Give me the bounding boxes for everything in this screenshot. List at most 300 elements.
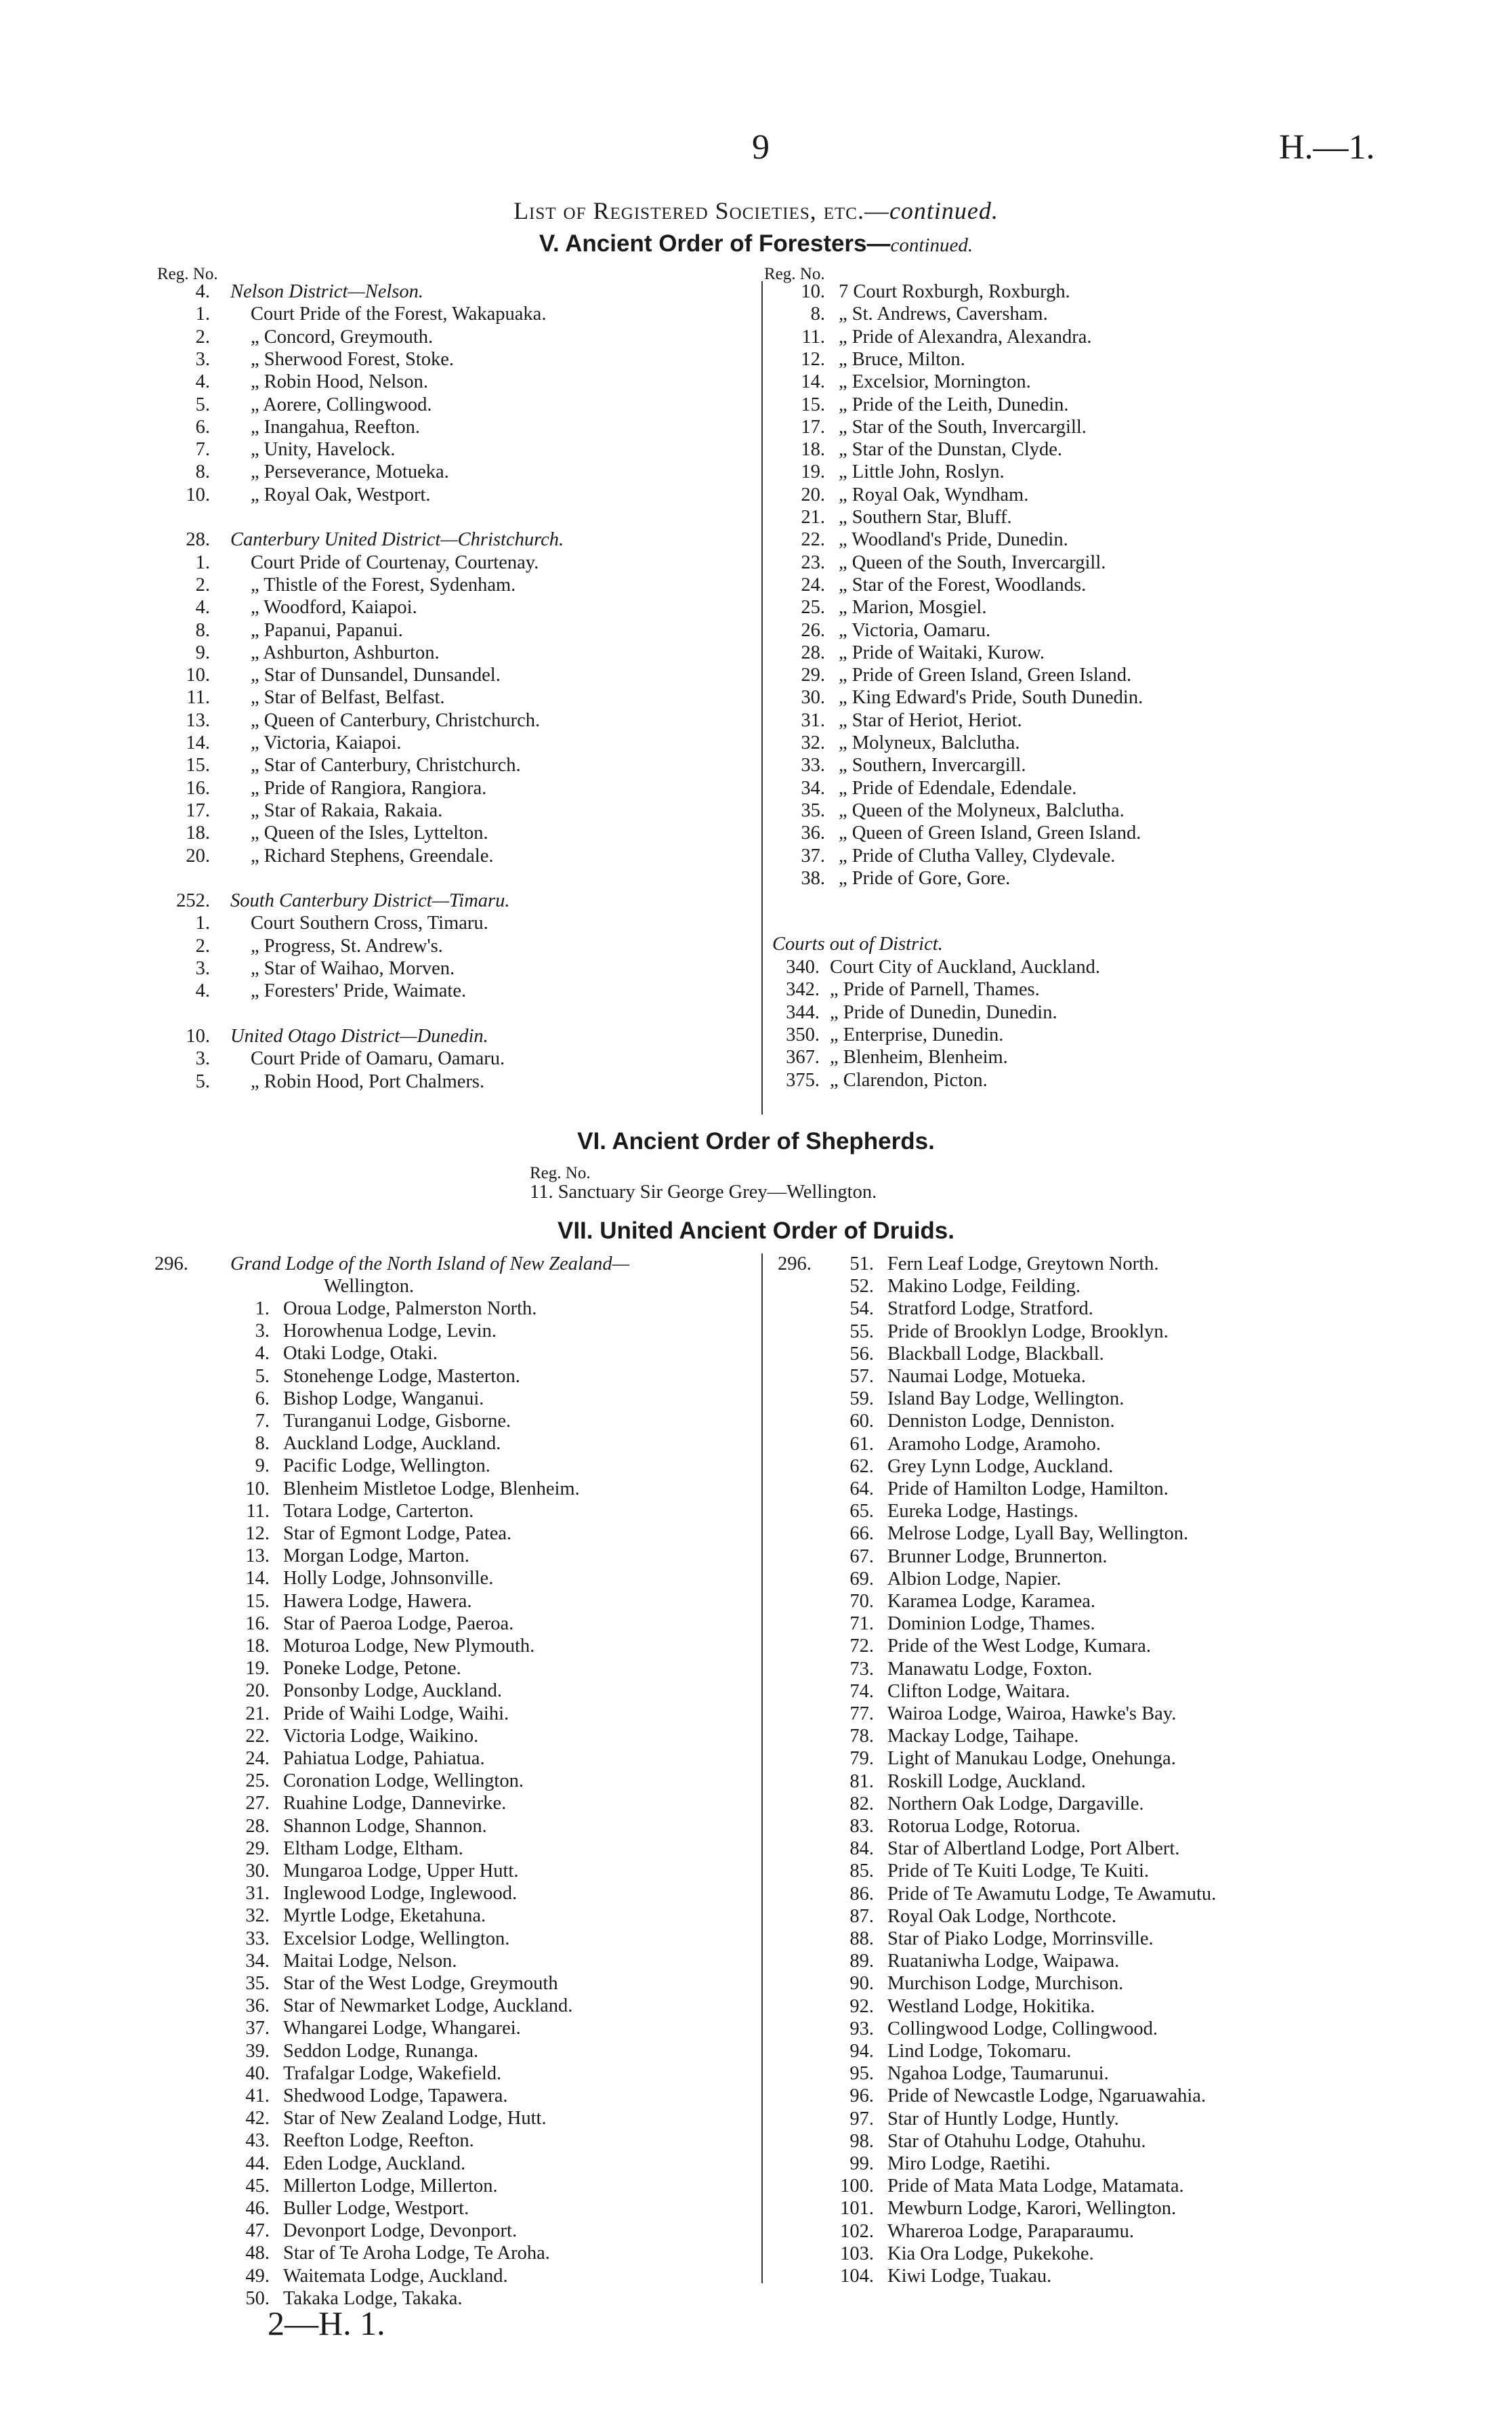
entry-number: 9. <box>195 642 210 663</box>
entry-number: 34. <box>801 777 825 799</box>
entry-number: 30. <box>801 687 825 709</box>
entry-number: 10. <box>245 1478 270 1499</box>
entry-text: „ Pride of Waitaki, Kurow. <box>839 642 1045 663</box>
entry-text: „ Progress, St. Andrew's. <box>251 935 443 957</box>
entry-number: 103. <box>840 2243 874 2264</box>
entry-text: Morgan Lodge, Marton. <box>283 1545 469 1567</box>
entry-number: 50. <box>245 2287 270 2309</box>
reg-no-label-left: Reg. No. <box>157 265 218 283</box>
entry-number: 32. <box>801 732 825 753</box>
entry-number: 16. <box>245 1613 270 1634</box>
entry-text: Moturoa Lodge, New Plymouth. <box>283 1636 535 1657</box>
entry-text: Blackball Lodge, Blackball. <box>887 1343 1104 1365</box>
entry-text: „ Pride of Green Island, Green Island. <box>839 665 1132 686</box>
entry-number: 40. <box>245 2062 270 2084</box>
entry-text: Light of Manukau Lodge, Onehunga. <box>887 1748 1176 1770</box>
entry-text: Oroua Lodge, Palmerston North. <box>283 1298 537 1319</box>
entry-text: „ Papanui, Papanui. <box>251 619 403 641</box>
entry-text: 7 Court Roxburgh, Roxburgh. <box>839 281 1070 302</box>
entry-number: 47. <box>245 2220 270 2242</box>
entry-number: 21. <box>245 1703 270 1724</box>
entry-text: Star of New Zealand Lodge, Hutt. <box>283 2108 547 2129</box>
section-vi-heading <box>0 1128 1512 1155</box>
entry-text: „ Foresters' Pride, Waimate. <box>251 980 467 1002</box>
entry-number: 98. <box>849 2130 874 2152</box>
entry-number: 28. <box>801 642 825 663</box>
entry-number: 23. <box>801 552 825 573</box>
entry-number: 11. <box>246 1500 270 1522</box>
entry-number: 55. <box>849 1321 874 1342</box>
entry-number: 97. <box>849 2108 874 2129</box>
entry-text: „ Star of Heriot, Heriot. <box>839 709 1022 731</box>
entry-text: Ruahine Lodge, Dannevirke. <box>283 1793 507 1814</box>
entry-text: Pride of Te Kuiti Lodge, Te Kuiti. <box>887 1860 1149 1882</box>
entry-number: 15. <box>801 394 825 415</box>
entry-text: Victoria Lodge, Waikino. <box>283 1725 479 1747</box>
reg-no-label-right: Reg. No. <box>764 265 825 283</box>
entry-text: „ Woodland's Pride, Dunedin. <box>839 529 1068 551</box>
entry-text: „ Star of Belfast, Belfast. <box>251 687 445 709</box>
entry-number: 8. <box>810 304 825 325</box>
entry-number: 10. <box>186 1025 210 1047</box>
entry-text: Wairoa Lodge, Wairoa, Hawke's Bay. <box>887 1703 1177 1724</box>
entry-text: „ Pride of Rangiora, Rangiora. <box>251 777 487 799</box>
entry-text: Hawera Lodge, Hawera. <box>283 1590 472 1612</box>
entry-text: Melrose Lodge, Lyall Bay, Wellington. <box>887 1523 1189 1545</box>
entry-number: 73. <box>849 1658 874 1680</box>
section-vii-title: United Ancient Order of Druids. <box>600 1218 954 1244</box>
entry-text: „ Unity, Havelock. <box>251 439 396 461</box>
entry-number: 14. <box>801 371 825 393</box>
entry-text: „ Woodford, Kaiapoi. <box>251 597 417 619</box>
entry-number: 1. <box>195 552 210 573</box>
entry-text: „ Concord, Greymouth. <box>251 326 434 348</box>
entry-text: Mungaroa Lodge, Upper Hutt. <box>283 1860 519 1881</box>
entry-number: 15. <box>245 1590 270 1612</box>
entry-number: 7. <box>255 1411 270 1432</box>
entry-text: „ Queen of the Molyneux, Balclutha. <box>839 799 1125 821</box>
entry-number: 94. <box>849 2041 874 2062</box>
entry-text: „ Pride of Gore, Gore. <box>839 867 1011 889</box>
entry-text: Pacific Lodge, Wellington. <box>283 1455 490 1477</box>
entry-number: 82. <box>849 1793 874 1814</box>
entry-number: 21. <box>801 507 825 528</box>
entry-number: 2. <box>195 574 210 596</box>
entry-text: „ Bruce, Milton. <box>839 348 965 370</box>
entry-number: 10. <box>186 484 210 505</box>
entry-number: 90. <box>849 1973 874 1995</box>
entry-number: 85. <box>849 1860 874 1882</box>
entry-number: 51. <box>849 1253 874 1274</box>
entry-number: 25. <box>245 1770 270 1792</box>
entry-number: 350. <box>786 1024 820 1045</box>
entry-number: 19. <box>245 1658 270 1680</box>
entry-text: Dominion Lodge, Thames. <box>887 1613 1095 1635</box>
entry-text: Myrtle Lodge, Eketahuna. <box>283 1905 486 1927</box>
entry-text: Ruataniwha Lodge, Waipawa. <box>887 1951 1120 1972</box>
entry-number: 92. <box>849 1995 874 2017</box>
entry-number: 20. <box>186 845 210 867</box>
entry-number: 342. <box>786 979 820 1001</box>
courts-out-title: Courts out of District. <box>772 934 943 955</box>
column-divider <box>761 281 763 1115</box>
list-title-main: List of Registered Societies, etc.— <box>513 197 889 224</box>
entry-number: 54. <box>849 1298 874 1320</box>
entry-number: 96. <box>849 2085 874 2107</box>
entry-text: Trafalgar Lodge, Wakefield. <box>283 2062 502 2084</box>
entry-number: 45. <box>245 2175 270 2197</box>
entry-number: 22. <box>245 1725 270 1747</box>
entry-number: 42. <box>245 2108 270 2129</box>
entry-number: 4. <box>195 980 210 1002</box>
page-number: 9 <box>752 128 770 167</box>
entry-number: 37. <box>801 845 825 867</box>
entry-number: 43. <box>245 2130 270 2152</box>
entry-text: „ Inangahua, Reefton. <box>251 416 421 438</box>
entry-text: „ Sherwood Forest, Stoke. <box>251 348 455 370</box>
entry-text: Fern Leaf Lodge, Greytown North. <box>887 1253 1159 1274</box>
entry-number: 340. <box>786 957 820 978</box>
entry-text: Ngahoa Lodge, Taumarunui. <box>887 2063 1109 2085</box>
entry-number: 10. <box>186 665 210 686</box>
entry-number: 36. <box>245 1995 270 2017</box>
district-location: —Christchurch. <box>440 529 564 551</box>
shepherds-entry-text: Sanctuary Sir George Grey—Wellington. <box>558 1182 877 1203</box>
entry-number: 57. <box>849 1366 874 1387</box>
entry-text: Court Southern Cross, Timaru. <box>251 913 488 934</box>
entry-number: 252. <box>176 890 210 912</box>
entry-number: 27. <box>245 1793 270 1814</box>
entry-text: Manawatu Lodge, Foxton. <box>887 1658 1093 1680</box>
entry-text: Grey Lynn Lodge, Auckland. <box>887 1455 1114 1477</box>
entry-text: Island Bay Lodge, Wellington. <box>887 1388 1125 1410</box>
entry-number: 33. <box>245 1928 270 1949</box>
entry-text: „ Robin Hood, Port Chalmers. <box>251 1070 485 1092</box>
entry-number: 74. <box>849 1680 874 1702</box>
entry-number: 83. <box>849 1816 874 1837</box>
entry-text: Eltham Lodge, Eltham. <box>283 1837 463 1859</box>
entry-text: „ Ashburton, Ashburton. <box>251 642 440 663</box>
entry-number: 64. <box>849 1478 874 1499</box>
entry-text: „ Star of the Dunstan, Clyde. <box>839 439 1063 461</box>
entry-number: 60. <box>849 1411 874 1432</box>
entry-text: Collingwood Lodge, Collingwood. <box>887 2018 1158 2039</box>
entry-number: 104. <box>840 2266 874 2287</box>
entry-text: Mewburn Lodge, Karori, Wellington. <box>887 2198 1177 2220</box>
entry-number: 67. <box>849 1545 874 1567</box>
entry-text: Buller Lodge, Westport. <box>283 2198 469 2219</box>
entry-number: 79. <box>849 1748 874 1770</box>
entry-number: 3. <box>255 1321 270 1342</box>
druids-column-divider <box>761 1253 763 2283</box>
entry-number: 31. <box>245 1883 270 1905</box>
entry-text: „ Little John, Roslyn. <box>839 461 1005 483</box>
entry-text: Shedwood Lodge, Tapawera. <box>283 2085 508 2106</box>
entry-text: Makino Lodge, Feilding. <box>887 1276 1080 1297</box>
entry-text: „ Royal Oak, Westport. <box>251 484 431 505</box>
entry-number: 37. <box>245 2018 270 2039</box>
entry-text: Seddon Lodge, Runanga. <box>283 2040 479 2062</box>
druids-right-reg-number: 296. <box>778 1253 812 1274</box>
entry-text: „ Queen of Green Island, Green Island. <box>839 823 1141 844</box>
section-v-heading <box>0 230 1512 257</box>
entry-number: 46. <box>245 2198 270 2219</box>
entry-number: 8. <box>195 461 210 483</box>
entry-number: 2. <box>195 935 210 957</box>
entry-text: Maitai Lodge, Nelson. <box>283 1950 457 1972</box>
entry-number: 11. <box>186 687 210 709</box>
entry-number: 87. <box>849 1905 874 1927</box>
entry-number: 35. <box>245 1973 270 1994</box>
shepherds-entry <box>530 1182 877 1203</box>
entry-number: 14. <box>245 1568 270 1589</box>
entry-number: 65. <box>849 1501 874 1522</box>
entry-number: 17. <box>801 416 825 438</box>
entry-number: 93. <box>849 2018 874 2039</box>
entry-text: Inglewood Lodge, Inglewood. <box>283 1883 518 1905</box>
signature-mark: 2—H. 1. <box>268 2304 385 2342</box>
entry-text: „ Aorere, Collingwood. <box>251 394 432 415</box>
entry-text: Roskill Lodge, Auckland. <box>887 1770 1086 1792</box>
entry-number: 44. <box>245 2153 270 2174</box>
entry-number: 2. <box>195 326 210 348</box>
entry-number: 78. <box>849 1726 874 1747</box>
shepherds-entry-number: 11. <box>530 1182 553 1203</box>
entry-number: 4. <box>195 597 210 619</box>
entry-text: Holly Lodge, Johnsonville. <box>283 1568 494 1589</box>
entry-text: Devonport Lodge, Devonport. <box>283 2220 518 2242</box>
entry-text: Pride of the West Lodge, Kumara. <box>887 1636 1151 1657</box>
entry-text: „ Enterprise, Dunedin. <box>830 1024 1004 1045</box>
entry-text: „ Star of Waihao, Morven. <box>251 958 455 979</box>
entry-number: 84. <box>849 1838 874 1860</box>
entry-number: 18. <box>186 823 210 844</box>
entry-text: Mackay Lodge, Taihape. <box>887 1726 1079 1747</box>
entry-number: 12. <box>801 348 825 370</box>
district-name: South Canterbury District—Timaru. <box>230 890 510 912</box>
entry-number: 28. <box>186 529 210 551</box>
entry-number: 52. <box>849 1276 874 1297</box>
entry-text: Bishop Lodge, Wanganui. <box>283 1388 484 1409</box>
entry-number: 18. <box>245 1636 270 1657</box>
entry-text: Albion Lodge, Napier. <box>887 1568 1062 1589</box>
entry-number: 49. <box>245 2265 270 2287</box>
entry-text: „ Southern, Invercargill. <box>839 755 1026 776</box>
entry-number: 5. <box>255 1365 270 1387</box>
entry-text: Court Pride of the Forest, Wakapuaka. <box>251 304 547 325</box>
entry-text: Whangarei Lodge, Whangarei. <box>283 2018 521 2039</box>
entry-text: Pride of Mata Mata Lodge, Matamata. <box>887 2176 1184 2197</box>
entry-text: „ Richard Stephens, Greendale. <box>251 845 494 867</box>
entry-number: 25. <box>801 597 825 619</box>
entry-number: 4. <box>195 281 210 302</box>
entry-text: „ Star of the Forest, Woodlands. <box>839 574 1087 596</box>
entry-text: Star of Newmarket Lodge, Auckland. <box>283 1995 573 2017</box>
entry-text: Waitemata Lodge, Auckland. <box>283 2265 508 2287</box>
entry-number: 56. <box>849 1343 874 1365</box>
entry-number: 61. <box>849 1433 874 1455</box>
entry-number: 10. <box>801 281 825 302</box>
entry-text: Court City of Auckland, Auckland. <box>830 957 1100 978</box>
entry-text: „ Blenheim, Blenheim. <box>830 1047 1008 1068</box>
entry-text: Star of Te Aroha Lodge, Te Aroha. <box>283 2243 550 2264</box>
entry-number: 29. <box>801 665 825 686</box>
entry-number: 34. <box>245 1950 270 1972</box>
entry-number: 9. <box>255 1455 270 1477</box>
entry-number: 32. <box>245 1905 270 1927</box>
entry-text: „ Clarendon, Picton. <box>830 1069 988 1091</box>
entry-text: Royal Oak Lodge, Northcote. <box>887 1905 1116 1927</box>
entry-number: 69. <box>849 1568 874 1589</box>
entry-text: „ Queen of Canterbury, Christchurch. <box>251 709 541 731</box>
entry-number: 8. <box>195 619 210 641</box>
entry-text: Whareroa Lodge, Paraparaumu. <box>887 2220 1134 2242</box>
entry-text: „ Pride of Clutha Valley, Clydevale. <box>839 845 1116 867</box>
entry-number: 62. <box>849 1455 874 1477</box>
entry-number: 15. <box>186 755 210 776</box>
district-location: —Nelson. <box>348 281 424 302</box>
entry-number: 71. <box>849 1613 874 1635</box>
entry-text: Miro Lodge, Raetihi. <box>887 2153 1051 2174</box>
entry-text: Ponsonby Lodge, Auckland. <box>283 1680 502 1702</box>
entry-text: Stratford Lodge, Stratford. <box>887 1298 1093 1320</box>
entry-text: „ St. Andrews, Caversham. <box>839 304 1048 325</box>
entry-text: Brunner Lodge, Brunnerton. <box>887 1545 1108 1567</box>
entry-text: „ Pride of Dunedin, Dunedin. <box>830 1001 1057 1023</box>
entry-text: Kia Ora Lodge, Pukekohe. <box>887 2243 1094 2264</box>
entry-text: „ Pride of Alexandra, Alexandra. <box>839 326 1092 348</box>
entry-text: Star of Huntly Lodge, Huntly. <box>887 2108 1119 2129</box>
entry-number: 28. <box>245 1815 270 1837</box>
entry-text: Star of Egmont Lodge, Patea. <box>283 1523 512 1544</box>
entry-number: 16. <box>186 777 210 799</box>
entry-text: Eureka Lodge, Hastings. <box>887 1501 1078 1522</box>
entry-text: „ Pride of the Leith, Dunedin. <box>839 394 1069 415</box>
entry-number: 4. <box>195 371 210 393</box>
report-reference: H.—1. <box>1279 128 1375 167</box>
entry-text: „ Pride of Parnell, Thames. <box>830 979 1040 1001</box>
entry-number: 99. <box>849 2153 874 2174</box>
entry-number: 95. <box>849 2063 874 2085</box>
entry-number: 7. <box>195 439 210 461</box>
entry-text: Denniston Lodge, Denniston. <box>887 1411 1115 1432</box>
entry-text: „ Robin Hood, Nelson. <box>251 371 429 393</box>
entry-number: 59. <box>849 1388 874 1410</box>
section-vii-numeral: VII. <box>557 1218 593 1244</box>
entry-text: Westland Lodge, Hokitika. <box>887 1995 1095 2017</box>
entry-number: 101. <box>840 2198 874 2220</box>
entry-text: Clifton Lodge, Waitara. <box>887 1680 1070 1702</box>
entry-text: Northern Oak Lodge, Dargaville. <box>887 1793 1144 1814</box>
entry-text: „ Excelsior, Mornington. <box>839 371 1031 393</box>
entry-number: 38. <box>801 867 825 889</box>
entry-text: Star of Albertland Lodge, Port Albert. <box>887 1838 1180 1860</box>
entry-text: Rotorua Lodge, Rotorua. <box>887 1816 1080 1837</box>
entry-text: Totara Lodge, Carterton. <box>283 1500 474 1522</box>
entry-number: 3. <box>195 1048 210 1070</box>
entry-number: 89. <box>849 1951 874 1972</box>
entry-text: Pride of Brooklyn Lodge, Brooklyn. <box>887 1321 1169 1342</box>
entry-text: Pride of Hamilton Lodge, Hamilton. <box>887 1478 1169 1499</box>
entry-number: 72. <box>849 1636 874 1657</box>
section-v-continued: continued. <box>890 234 973 256</box>
entry-text: Star of Otahuhu Lodge, Otahuhu. <box>887 2130 1146 2152</box>
entry-number: 20. <box>801 484 825 505</box>
entry-text: Otaki Lodge, Otaki. <box>283 1343 438 1365</box>
entry-number: 5. <box>195 394 210 415</box>
entry-text: Shannon Lodge, Shannon. <box>283 1815 487 1837</box>
entry-number: 102. <box>840 2220 874 2242</box>
grand-lodge-location: Wellington. <box>324 1276 415 1297</box>
entry-text: „ Queen of the South, Invercargill. <box>839 552 1106 573</box>
entry-number: 35. <box>801 799 825 821</box>
entry-text: Star of Paeroa Lodge, Paeroa. <box>283 1613 514 1634</box>
entry-text: „ Queen of the Isles, Lyttelton. <box>251 823 488 844</box>
section-v-numeral: V. <box>539 230 560 257</box>
entry-text: Horowhenua Lodge, Levin. <box>283 1321 497 1342</box>
section-vii-heading <box>0 1218 1512 1245</box>
entry-text: Stonehenge Lodge, Masterton. <box>283 1365 520 1387</box>
entry-number: 86. <box>849 1883 874 1905</box>
entry-text: Millerton Lodge, Millerton. <box>283 2175 498 2197</box>
entry-text: „ Star of Canterbury, Christchurch. <box>251 755 521 776</box>
section-vi-title: Ancient Order of Shepherds. <box>612 1128 935 1155</box>
entry-number: 8. <box>255 1433 270 1455</box>
entry-number: 14. <box>186 732 210 753</box>
entry-text: „ Marion, Mosgiel. <box>839 597 987 619</box>
section-vi-numeral: VI. <box>577 1128 606 1155</box>
entry-text: Pride of Newcastle Lodge, Ngaruawahia. <box>887 2085 1206 2107</box>
reg-no-label: Reg. No. <box>530 1164 591 1182</box>
entry-number: 30. <box>245 1860 270 1881</box>
entry-number: 48. <box>245 2243 270 2264</box>
entry-number: 88. <box>849 1928 874 1949</box>
entry-text: Turanganui Lodge, Gisborne. <box>283 1411 511 1432</box>
entry-text: Coronation Lodge, Wellington. <box>283 1770 524 1792</box>
list-title <box>0 196 1512 225</box>
entry-number: 375. <box>786 1069 820 1091</box>
entry-text: Karamea Lodge, Karamea. <box>887 1591 1095 1612</box>
entry-text: Naumai Lodge, Motueka. <box>887 1366 1086 1387</box>
district-name: Nelson District—Nelson. <box>230 281 424 302</box>
entry-number: 13. <box>186 709 210 731</box>
entry-number: 26. <box>801 619 825 641</box>
entry-number: 41. <box>245 2085 270 2106</box>
entry-text: Court Pride of Courtenay, Courtenay. <box>251 552 539 573</box>
entry-number: 18. <box>801 439 825 461</box>
entry-text: „ Molyneux, Balclutha. <box>839 732 1020 753</box>
entry-number: 31. <box>801 709 825 731</box>
entry-text: „ Thistle of the Forest, Sydenham. <box>251 574 516 596</box>
entry-text: „ Southern Star, Bluff. <box>839 507 1012 528</box>
entry-number: 13. <box>245 1545 270 1567</box>
entry-number: 12. <box>245 1523 270 1544</box>
druids-left-reg-number: 296. <box>154 1253 188 1274</box>
entry-text: Auckland Lodge, Auckland. <box>283 1433 501 1455</box>
entry-text: „ Pride of Edendale, Edendale. <box>839 777 1077 799</box>
entry-text: „ King Edward's Pride, South Dunedin. <box>839 687 1143 709</box>
entry-number: 1. <box>195 913 210 934</box>
entry-text: Excelsior Lodge, Wellington. <box>283 1928 510 1949</box>
entry-number: 19. <box>801 461 825 483</box>
section-v-title: Ancient Order of Foresters— <box>565 230 891 257</box>
entry-text: „ Victoria, Oamaru. <box>839 619 991 641</box>
entry-number: 6. <box>255 1388 270 1409</box>
entry-text: Pride of Te Awamutu Lodge, Te Awamutu. <box>887 1883 1217 1905</box>
entry-text: Star of the West Lodge, Greymouth <box>283 1973 558 1994</box>
entry-text: Lind Lodge, Tokomaru. <box>887 2041 1072 2062</box>
entry-number: 24. <box>245 1748 270 1769</box>
